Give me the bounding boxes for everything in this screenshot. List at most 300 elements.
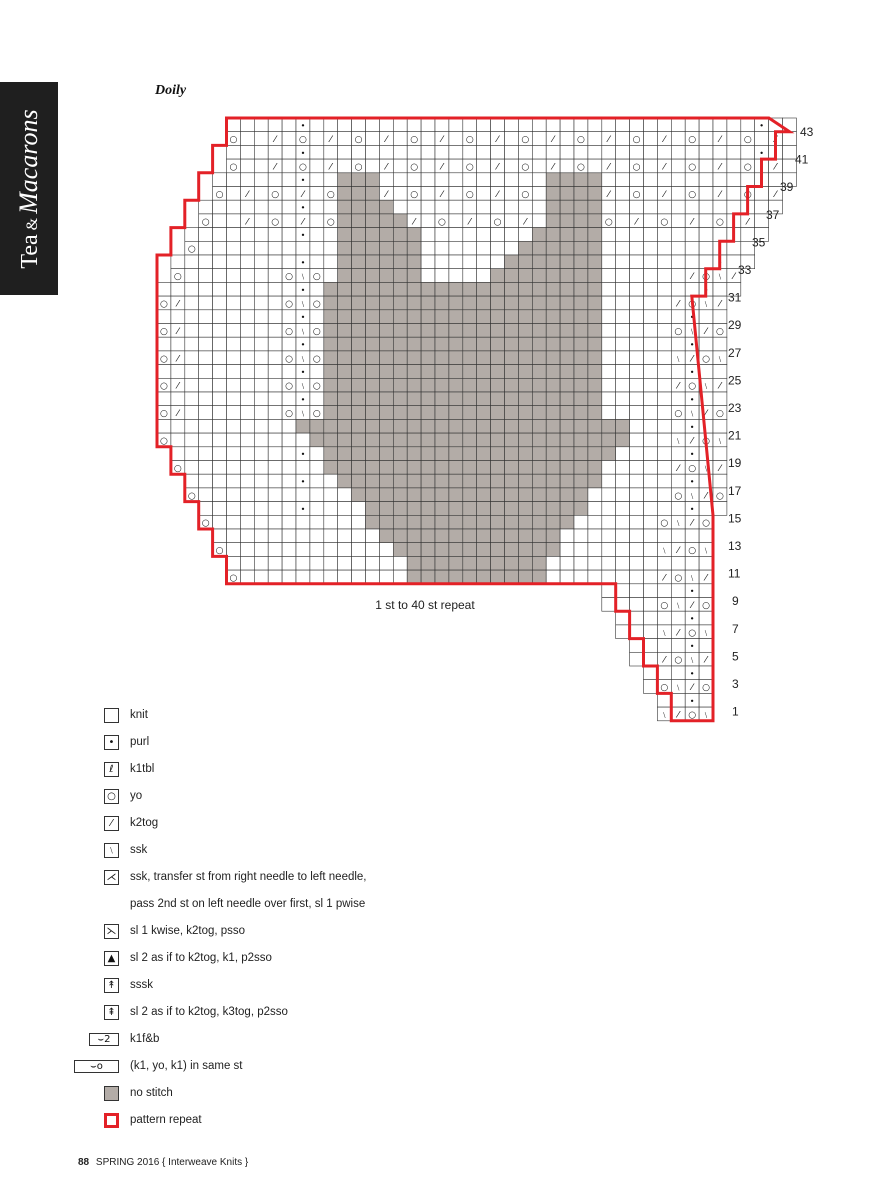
chart-cell — [435, 228, 449, 242]
chart-cell — [477, 433, 491, 447]
stitch-symbol: ⁄ — [691, 272, 693, 283]
chart-cell — [630, 310, 644, 324]
chart-cell — [407, 324, 421, 338]
chart-cell — [240, 556, 254, 570]
stitch-symbol: ﹨ — [673, 436, 683, 447]
chart-cell — [449, 351, 463, 365]
chart-cell — [532, 378, 546, 392]
chart-cell — [477, 255, 491, 269]
chart-cell — [227, 406, 241, 420]
chart-cell — [644, 625, 658, 639]
chart-cell — [407, 461, 421, 475]
chart-cell — [657, 392, 671, 406]
chart-cell — [560, 570, 574, 584]
chart-cell — [574, 324, 588, 338]
chart-cell — [254, 474, 268, 488]
stitch-symbol: ⁄ — [496, 189, 499, 200]
chart-cell — [352, 474, 366, 488]
stitch-symbol: ○ — [160, 326, 168, 337]
stitch-symbol: ⁄ — [468, 217, 471, 228]
chart-cell — [449, 461, 463, 475]
chart-cell — [505, 269, 519, 283]
chart-cell — [741, 173, 755, 187]
chart-cell — [644, 474, 658, 488]
chart-cell — [421, 145, 435, 159]
chart-cell — [657, 200, 671, 214]
chart-cell — [449, 529, 463, 543]
chart-cell — [393, 419, 407, 433]
chart-cell — [324, 282, 338, 296]
chart-cell — [268, 255, 282, 269]
chart-cell — [463, 324, 477, 338]
chart-cell — [602, 118, 616, 132]
chart-cell — [213, 502, 227, 516]
chart-cell — [644, 296, 658, 310]
chart-cell — [227, 228, 241, 242]
chart-cell — [574, 310, 588, 324]
chart-cell — [435, 488, 449, 502]
chart-cell — [227, 515, 241, 529]
chart-cell — [671, 419, 685, 433]
chart-cell — [352, 447, 366, 461]
chart-cell — [407, 228, 421, 242]
chart-cell — [616, 461, 630, 475]
chart-cell — [755, 187, 769, 201]
chart-cell — [491, 529, 505, 543]
chart-cell — [240, 474, 254, 488]
chart-cell — [546, 214, 560, 228]
chart-cell — [171, 433, 185, 447]
stitch-symbol: ⁄ — [177, 299, 179, 310]
chart-cell — [213, 406, 227, 420]
chart-cell — [477, 324, 491, 338]
chart-cell — [657, 145, 671, 159]
chart-cell — [199, 269, 213, 283]
chart-cell — [227, 187, 241, 201]
chart-cell — [449, 159, 463, 173]
chart-cell — [310, 419, 324, 433]
chart-cell — [644, 447, 658, 461]
chart-cell — [685, 118, 699, 132]
chart-cell — [421, 556, 435, 570]
chart-cell — [505, 488, 519, 502]
chart-cell — [477, 132, 491, 146]
chart-cell — [435, 241, 449, 255]
chart-cell — [296, 433, 310, 447]
chart-cell — [727, 173, 741, 187]
chart-cell — [199, 392, 213, 406]
chart-cell — [685, 200, 699, 214]
chart-cell — [407, 433, 421, 447]
chart-cell — [254, 392, 268, 406]
chart-cell — [324, 406, 338, 420]
chart-cell — [477, 228, 491, 242]
chart-cell — [240, 324, 254, 338]
chart-cell — [449, 296, 463, 310]
sk2p-key-icon: ⋋ — [104, 924, 119, 939]
chart-cell — [630, 598, 644, 612]
stitch-symbol: ⁄ — [552, 162, 554, 173]
chart-cell — [324, 447, 338, 461]
chart-cell — [240, 228, 254, 242]
stitch-symbol: ○ — [160, 409, 168, 420]
chart-cell — [352, 282, 366, 296]
chart-cell — [463, 296, 477, 310]
chart-cell — [366, 365, 380, 379]
row-number: 5 — [732, 649, 739, 664]
chart-cell — [338, 337, 352, 351]
chart-cell — [254, 570, 268, 584]
chart-cell — [532, 433, 546, 447]
stitch-symbol: • — [300, 203, 306, 213]
chart-cell — [657, 502, 671, 516]
chart-cell — [546, 324, 560, 338]
chart-cell — [532, 461, 546, 475]
chart-cell — [491, 502, 505, 516]
chart-cell — [268, 200, 282, 214]
chart-cell — [338, 351, 352, 365]
chart-cell — [518, 255, 532, 269]
chart-cell — [407, 241, 421, 255]
k2tog-key-icon: ⁄ — [104, 816, 119, 831]
chart-cell — [254, 255, 268, 269]
chart-cell — [588, 296, 602, 310]
chart-cell — [227, 529, 241, 543]
chart-cell — [435, 502, 449, 516]
stitch-symbol: ○ — [660, 683, 669, 694]
chart-cell — [644, 584, 658, 598]
chart-cell — [254, 214, 268, 228]
chart-cell — [588, 269, 602, 283]
chart-cell — [310, 132, 324, 146]
chart-cell — [268, 406, 282, 420]
chart-cell — [282, 529, 296, 543]
chart-cell — [505, 132, 519, 146]
chart-cell — [616, 200, 630, 214]
stitch-symbol: ⁄ — [246, 217, 249, 228]
chart-cell — [616, 474, 630, 488]
chart-cell — [407, 392, 421, 406]
chart-cell — [240, 419, 254, 433]
chart-cell — [602, 145, 616, 159]
chart-cell — [713, 337, 727, 351]
chart-cell — [268, 378, 282, 392]
chart-cell — [616, 145, 630, 159]
row-number: 3 — [732, 677, 739, 691]
chart-cell — [491, 173, 505, 187]
chart-cell — [616, 214, 630, 228]
chart-cell — [560, 173, 574, 187]
chart-cell — [644, 214, 658, 228]
chart-cell — [421, 269, 435, 283]
chart-cell — [560, 488, 574, 502]
chart-cell — [435, 310, 449, 324]
chart-cell — [505, 282, 519, 296]
chart-cell — [227, 200, 241, 214]
chart-cell — [282, 241, 296, 255]
legend-item-knit: knit — [70, 706, 570, 726]
stitch-symbol: ⁄ — [663, 135, 666, 146]
chart-cell — [435, 543, 449, 557]
stitch-symbol: ○ — [660, 217, 669, 228]
stitch-symbol: ⁄ — [746, 217, 749, 228]
chart-cell — [185, 419, 199, 433]
chart-cell — [588, 173, 602, 187]
chart-cell — [532, 324, 546, 338]
chart-cell — [393, 515, 407, 529]
chart-cell — [449, 337, 463, 351]
chart-cell — [463, 200, 477, 214]
chart-cell — [685, 282, 699, 296]
chart-cell — [379, 392, 393, 406]
stitch-symbol: ○ — [702, 436, 710, 447]
chart-cell — [616, 433, 630, 447]
chart-cell — [505, 173, 519, 187]
chart-cell — [254, 378, 268, 392]
chart-cell — [338, 529, 352, 543]
stitch-symbol: ○ — [688, 710, 697, 721]
chart-cell — [477, 296, 491, 310]
chart-cell — [657, 378, 671, 392]
chart-cell — [324, 145, 338, 159]
chart-cell — [574, 214, 588, 228]
chart-cell — [393, 556, 407, 570]
chart-cell — [574, 392, 588, 406]
chart-cell — [338, 378, 352, 392]
chart-cell — [588, 118, 602, 132]
chart-cell — [699, 337, 713, 351]
stitch-symbol: ﹨ — [298, 299, 308, 310]
chart-cell — [379, 228, 393, 242]
chart-cell — [518, 433, 532, 447]
stitch-symbol: ⁄ — [635, 217, 638, 228]
chart-cell — [366, 214, 380, 228]
chart-cell — [602, 570, 616, 584]
chart-cell — [254, 145, 268, 159]
chart-cell — [338, 200, 352, 214]
chart-cell — [352, 118, 366, 132]
stitch-symbol: • — [300, 230, 306, 240]
chart-cell — [213, 214, 227, 228]
stitch-symbol: ○ — [229, 573, 238, 584]
chart-cell — [657, 419, 671, 433]
chart-cell — [671, 447, 685, 461]
chart-cell — [560, 378, 574, 392]
chart-cell — [699, 611, 713, 625]
chart-cell — [213, 378, 227, 392]
chart-cell — [657, 611, 671, 625]
chart-cell — [352, 419, 366, 433]
stitch-symbol: ⁄ — [705, 655, 707, 666]
stitch-symbol: ○ — [521, 162, 530, 173]
chart-cell — [463, 145, 477, 159]
chart-cell — [421, 296, 435, 310]
chart-cell — [616, 282, 630, 296]
stitch-symbol: ﹨ — [673, 683, 683, 694]
chart-cell — [435, 447, 449, 461]
chart-cell — [310, 461, 324, 475]
stitch-symbol: ⁄ — [705, 491, 707, 502]
chart-cell — [227, 488, 241, 502]
stitch-symbol: ⁄ — [274, 162, 276, 173]
chart-cell — [518, 241, 532, 255]
chart-cell — [449, 200, 463, 214]
chart-cell — [630, 543, 644, 557]
stitch-symbol: ⁄ — [441, 135, 443, 146]
chart-cell — [268, 433, 282, 447]
chart-cell — [421, 447, 435, 461]
chart-cell — [282, 282, 296, 296]
chart-cell — [505, 392, 519, 406]
chart-cell — [477, 488, 491, 502]
chart-cell — [393, 447, 407, 461]
chart-cell — [407, 447, 421, 461]
chart-cell — [602, 529, 616, 543]
stitch-symbol: ○ — [285, 409, 293, 420]
chart-cell — [644, 200, 658, 214]
chart-cell — [588, 488, 602, 502]
chart-cell — [546, 200, 560, 214]
chart-cell — [644, 666, 658, 680]
chart-cell — [379, 461, 393, 475]
chart-cell — [463, 392, 477, 406]
chart-cell — [449, 474, 463, 488]
chart-cell — [324, 241, 338, 255]
chart-cell — [157, 365, 171, 379]
chart-cell — [379, 474, 393, 488]
chart-cell — [435, 255, 449, 269]
chart-cell — [699, 118, 713, 132]
chart-cell — [213, 488, 227, 502]
chart-cell — [602, 598, 616, 612]
stitch-symbol: • — [689, 340, 695, 350]
chart-cell — [227, 502, 241, 516]
chart-cell — [532, 570, 546, 584]
chart-cell — [435, 296, 449, 310]
chart-cell — [213, 337, 227, 351]
chart-cell — [338, 556, 352, 570]
stitch-symbol: • — [300, 258, 306, 268]
chart-cell — [616, 625, 630, 639]
chart-cell — [393, 228, 407, 242]
stitch-symbol: ○ — [493, 217, 502, 228]
chart-cell — [477, 310, 491, 324]
chart-cell — [240, 392, 254, 406]
chart-cell — [644, 228, 658, 242]
chart-cell — [366, 419, 380, 433]
chart-cell — [379, 515, 393, 529]
chart-cell — [699, 693, 713, 707]
chart-cell — [421, 419, 435, 433]
chart-cell — [491, 269, 505, 283]
row-number: 39 — [780, 180, 794, 195]
chart-cell — [560, 269, 574, 283]
chart-cell — [644, 310, 658, 324]
chart-cell — [560, 447, 574, 461]
chart-cell — [713, 447, 727, 461]
ssk-key-icon: ﹨ — [104, 843, 119, 858]
chart-cell — [491, 337, 505, 351]
chart-cell — [449, 502, 463, 516]
chart-cell — [463, 529, 477, 543]
chart-cell — [213, 365, 227, 379]
chart-cell — [574, 200, 588, 214]
chart-cell — [699, 584, 713, 598]
chart-cell — [505, 324, 519, 338]
stitch-symbol: ﹨ — [298, 409, 308, 420]
stitch-symbol: • — [300, 367, 306, 377]
chart-cell — [379, 200, 393, 214]
chart-cell — [282, 488, 296, 502]
stitch-symbol: ﹨ — [298, 272, 308, 283]
chart-cell — [505, 118, 519, 132]
chart-cell — [657, 447, 671, 461]
chart-cell — [185, 255, 199, 269]
chart-cell — [240, 570, 254, 584]
chart-cell — [324, 269, 338, 283]
chart-cell — [491, 433, 505, 447]
chart-cell — [393, 241, 407, 255]
section-tab-title: Tea&Macarons — [14, 108, 43, 269]
chart-cell — [616, 187, 630, 201]
chart-cell — [268, 502, 282, 516]
chart-cell — [477, 406, 491, 420]
chart-cell — [366, 529, 380, 543]
chart-cell — [310, 337, 324, 351]
chart-cell — [213, 461, 227, 475]
stitch-symbol: ○ — [285, 381, 293, 392]
chart-cell — [644, 611, 658, 625]
chart-cell — [463, 255, 477, 269]
sssk-key-icon: ↟ — [104, 978, 119, 993]
chart-cell — [310, 282, 324, 296]
chart-cell — [574, 529, 588, 543]
stitch-symbol: • — [759, 148, 765, 158]
chart-cell — [352, 200, 366, 214]
legend-item-pattern-repeat: pattern repeat — [70, 1111, 570, 1131]
chart-cell — [616, 584, 630, 598]
chart-cell — [227, 365, 241, 379]
chart-cell — [505, 296, 519, 310]
chart-cell — [491, 406, 505, 420]
chart-cell — [574, 296, 588, 310]
stitch-symbol: ○ — [604, 217, 613, 228]
chart-cell — [407, 296, 421, 310]
chart-cell — [240, 461, 254, 475]
chart-cell — [518, 200, 532, 214]
chart-cell — [449, 419, 463, 433]
chart-cell — [282, 159, 296, 173]
chart-cell — [254, 269, 268, 283]
chart-cell — [616, 556, 630, 570]
row-number: 43 — [800, 125, 814, 139]
stitch-symbol: ⁄ — [677, 381, 680, 392]
ssk-transfer-key-icon: ⋌ — [104, 870, 119, 885]
stitch-symbol: ○ — [354, 162, 363, 173]
chart-cell — [352, 214, 366, 228]
chart-cell — [352, 488, 366, 502]
chart-cell — [560, 310, 574, 324]
chart-cell — [407, 570, 421, 584]
chart-cell — [379, 214, 393, 228]
chart-cell — [602, 351, 616, 365]
chart-cell — [518, 324, 532, 338]
chart-cell — [435, 378, 449, 392]
chart-cell — [671, 584, 685, 598]
stitch-symbol: ⁄ — [246, 189, 249, 200]
chart-cell — [185, 392, 199, 406]
chart-cell — [505, 515, 519, 529]
